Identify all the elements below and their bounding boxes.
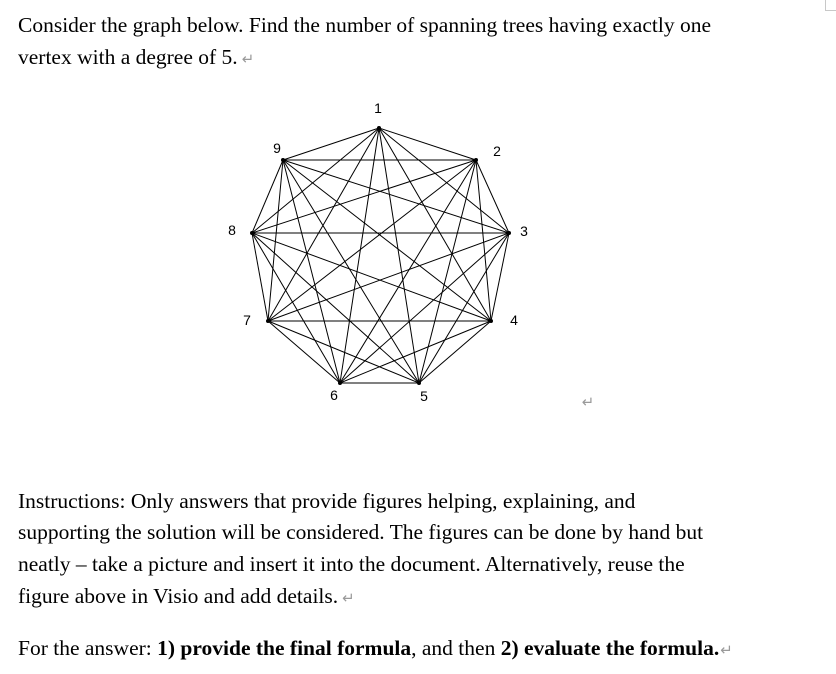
edge-4-5 (419, 321, 491, 383)
edge-1-3 (379, 128, 509, 233)
vertex-label-1: 1 (374, 100, 382, 116)
vertex-6 (338, 381, 342, 385)
edge-6-7 (268, 321, 340, 383)
edge-1-8 (252, 128, 379, 233)
instructions-line-1 (18, 485, 635, 517)
instructions-line-2 (18, 516, 703, 548)
instructions-line-3 (18, 548, 685, 580)
instructions-line-4 (18, 580, 355, 614)
edge-7-9 (268, 160, 283, 321)
vertex-3 (507, 231, 511, 235)
answer-prefix: For the answer: (18, 636, 158, 660)
paragraph-mark: ↵ (342, 589, 355, 607)
answer-middle: , and then (411, 636, 501, 660)
paragraph-mark: ↵ (241, 50, 255, 68)
vertex-4 (489, 319, 493, 323)
edge-5-7 (268, 321, 419, 383)
edge-5-9 (283, 160, 419, 383)
edge-3-5 (419, 233, 509, 383)
vertex-2 (474, 158, 478, 162)
vertex-label-8: 8 (228, 222, 236, 238)
edge-1-7 (268, 128, 379, 321)
answer-suffix: . (713, 636, 720, 660)
vertex-label-3: 3 (520, 223, 528, 239)
vertex-label-5: 5 (420, 388, 428, 404)
figure-paragraph-mark: ↵ (581, 393, 595, 411)
edge-1-6 (340, 128, 379, 383)
vertex-7 (266, 319, 270, 323)
paragraph-mark: ↵ (720, 641, 733, 659)
answer-line (18, 632, 733, 666)
vertex-label-2: 2 (493, 143, 501, 159)
edge-2-3 (476, 160, 509, 233)
answer-part-2: 2) evaluate the formula (500, 636, 714, 660)
vertex-label-6: 6 (330, 387, 338, 403)
edge-5-8 (252, 233, 419, 383)
edge-1-2 (379, 128, 476, 160)
edge-1-9 (283, 128, 379, 160)
question-text-1: Consider the graph below. Find the number of spanning trees having exactly one (18, 13, 712, 37)
vertex-1 (377, 126, 381, 130)
edge-1-5 (379, 128, 419, 383)
instructions-text-2: supporting the solution will be considered. The figures can be done by hand but (18, 520, 704, 544)
vertex-5 (417, 381, 421, 385)
vertex-label-4: 4 (510, 312, 518, 328)
vertex-9 (281, 158, 285, 162)
edge-8-9 (252, 160, 283, 233)
instructions-text-4: figure above in Visio and add details. (18, 584, 339, 608)
vertex-label-7: 7 (243, 312, 251, 328)
edge-2-6 (340, 160, 476, 383)
instructions-text-3: neatly – take a picture and insert it into the document. Alternatively, reuse the (18, 552, 685, 576)
instructions-text-1: Instructions: Only answers that provide figures helping, explaining, and (18, 489, 636, 513)
graph-edges (252, 128, 509, 383)
edge-4-6 (340, 321, 491, 383)
answer-part-1: 1) provide the final formula (157, 636, 412, 660)
vertex-label-9: 9 (273, 140, 281, 156)
edge-4-8 (252, 233, 491, 321)
edge-3-7 (268, 233, 509, 321)
question-text-2: vertex with a degree of 5. (18, 45, 238, 69)
vertex-8 (250, 231, 254, 235)
